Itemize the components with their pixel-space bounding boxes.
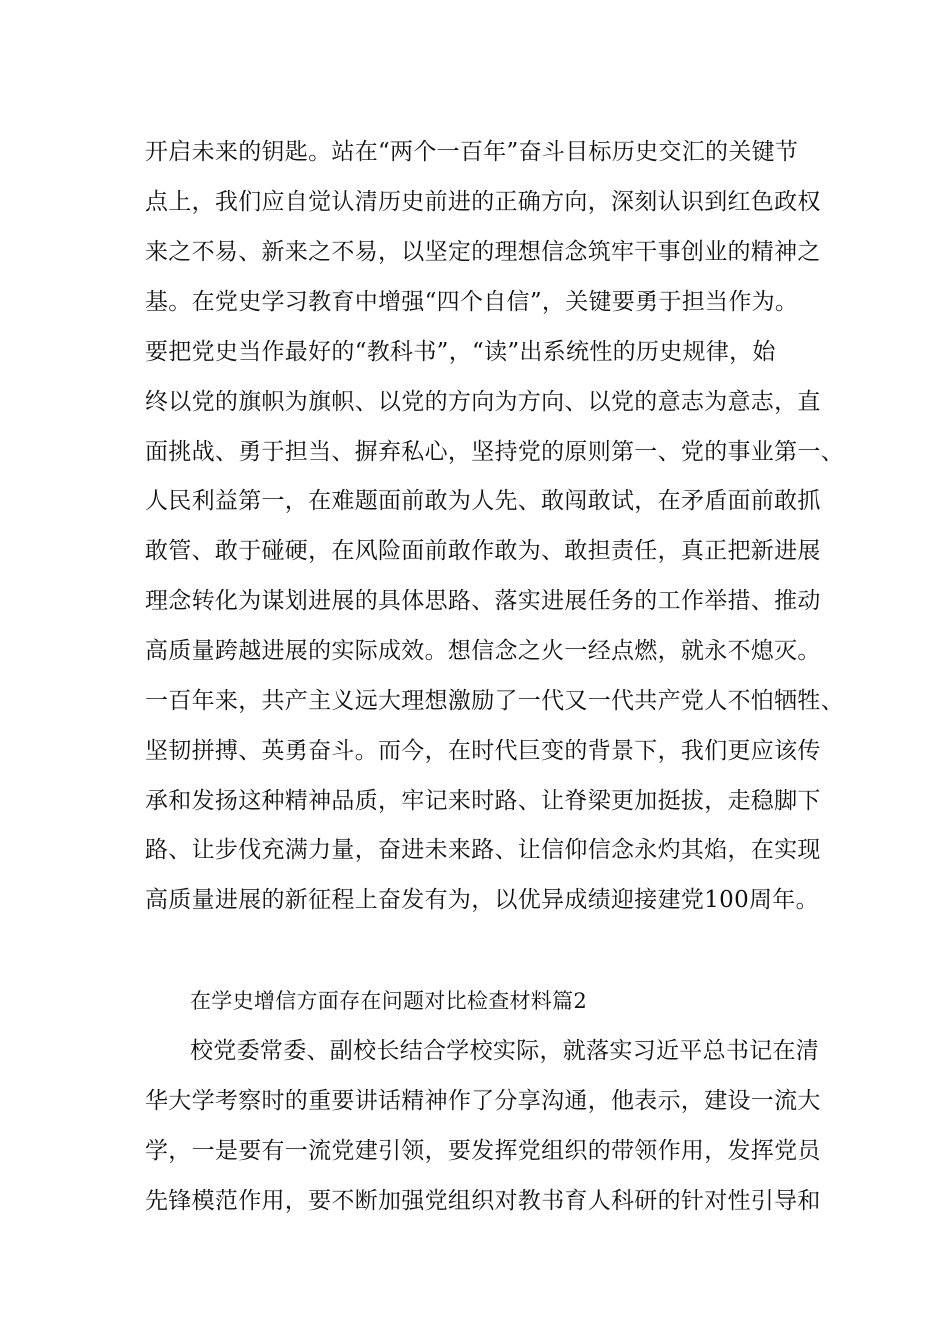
body-text-line: 路、让步伐充满力量，奋进未来路、让信仰信念永灼其焰，在实现 <box>145 837 821 863</box>
body-text-line: 理念转化为谋划进展的具体思路、落实进展任务的工作举措、推动 <box>145 588 821 614</box>
body-text-line: 一百年来，共产主义远大理想激励了一代又一代共产党人不怕牺牲、 <box>145 688 844 714</box>
body-text-line: 先锋模范作用，要不断加强党组织对教书育人科研的针对性引导和 <box>145 1188 821 1214</box>
body-text-line: 坚韧拼搏、英勇奋斗。而今，在时代巨变的背景下，我们更应该传 <box>145 738 821 764</box>
body-text-line: 终以党的旗帜为旗帜、以党的方向为方向、以党的意志为意志，直 <box>145 389 821 415</box>
body-text-line: 高质量跨越进展的实际成效。想信念之火一经点燃，就永不熄灭。 <box>145 638 821 664</box>
body-text-line: 要把党史当作最好的“教科书”，“读”出系统性的历史规律，始 <box>145 339 776 365</box>
body-text-line: 学，一是要有一流党建引领，要发挥党组织的带领作用，发挥党员 <box>145 1138 821 1164</box>
section-heading: 在学史增信方面存在问题对比检查材料篇2 <box>190 989 588 1013</box>
body-text-line: 敢管、敢于碰硬，在风险面前敢作敢为、敢担责任，真正把新进展 <box>145 538 821 564</box>
body-text-line: 承和发扬这种精神品质，牢记来时路、让脊梁更加挺拔，走稳脚下 <box>145 788 821 814</box>
body-text-line: 来之不易、新来之不易，以坚定的理想信念筑牢干事创业的精神之 <box>145 239 821 265</box>
body-text-line: 华大学考察时的重要讲话精神作了分享沟通，他表示，建设一流大 <box>145 1088 821 1114</box>
body-text-line: 基。在党史学习教育中增强“四个自信”，关键要勇于担当作为。 <box>145 289 799 315</box>
body-text-line: 点上，我们应自觉认清历史前进的正确方向，深刻认识到红色政权 <box>145 189 821 215</box>
body-text-line: 校党委常委、副校长结合学校实际，就落实习近平总书记在清 <box>190 1038 820 1064</box>
body-text-line: 开启未来的钥匙。站在“两个一百年”奋斗目标历史交汇的关键节 <box>145 139 799 165</box>
body-text-line: 面挑战、勇于担当、摒弃私心，坚持党的原则第一、党的事业第一、 <box>145 439 844 465</box>
body-text-line: 人民利益第一，在难题面前敢为人先、敢闯敢试，在矛盾面前敢抓 <box>145 488 821 514</box>
body-text-line: 高质量进展的新征程上奋发有为，以优异成绩迎接建党100周年。 <box>145 887 819 913</box>
